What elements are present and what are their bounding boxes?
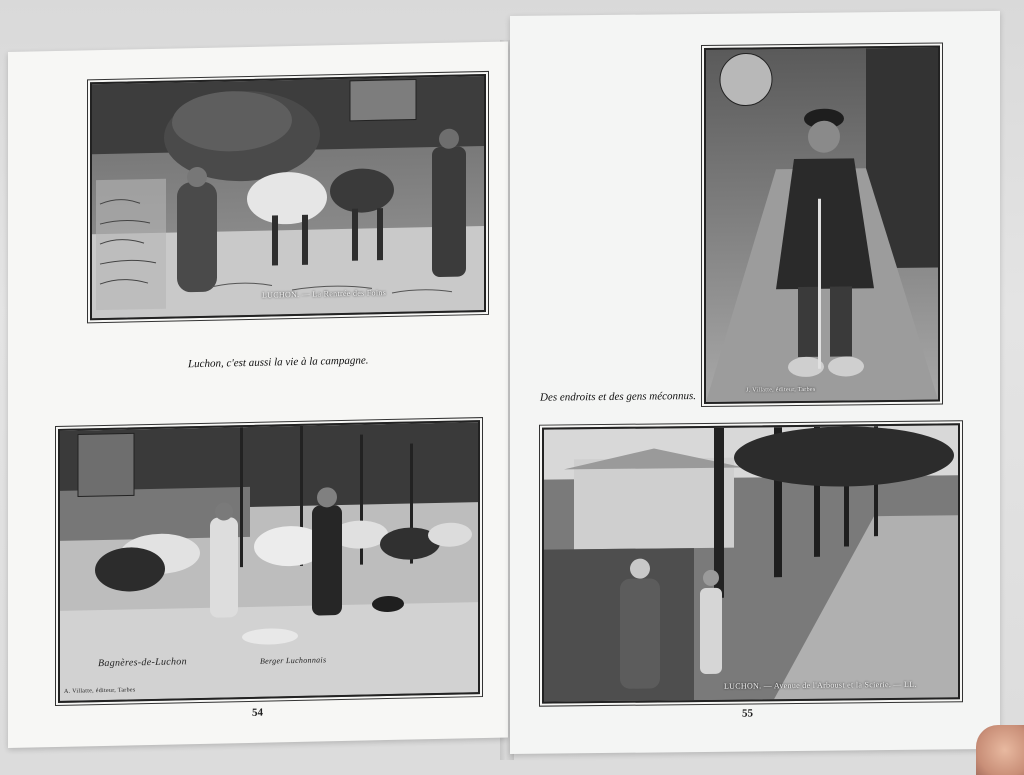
postcard-place: Bagnères-de-Luchon bbox=[98, 656, 187, 670]
avenue-photo bbox=[544, 425, 958, 701]
postcard-avenue bbox=[542, 423, 960, 703]
left-caption: Luchon, c'est aussi la vie à la campagne. bbox=[188, 354, 369, 371]
right-page bbox=[510, 11, 1000, 754]
postcard-hay-harvest bbox=[90, 74, 486, 320]
right-caption: Des endroits et des gens méconnus. bbox=[540, 390, 697, 404]
left-page bbox=[8, 42, 508, 748]
postcard-old-man bbox=[704, 45, 940, 403]
hay-harvest-photo bbox=[92, 76, 484, 318]
postcard-publisher: J. Villatte, éditeur, Tarbes bbox=[746, 386, 816, 394]
page-number-right: 55 bbox=[742, 707, 753, 720]
postcard-title: Berger Luchonnais bbox=[260, 655, 327, 666]
thumb bbox=[976, 725, 1024, 775]
postcard-shepherd bbox=[58, 420, 480, 703]
postcard-legend: LUCHON. — La Rentrée des Foins bbox=[262, 288, 387, 300]
page-number-left: 54 bbox=[252, 706, 263, 719]
postcard-publisher: A. Villatte, éditeur, Tarbes bbox=[64, 687, 136, 695]
postcard-legend: LUCHON. — Avenue de l'Arboust et la Scierie. — LL. bbox=[724, 679, 917, 691]
old-man-photo bbox=[706, 48, 938, 402]
